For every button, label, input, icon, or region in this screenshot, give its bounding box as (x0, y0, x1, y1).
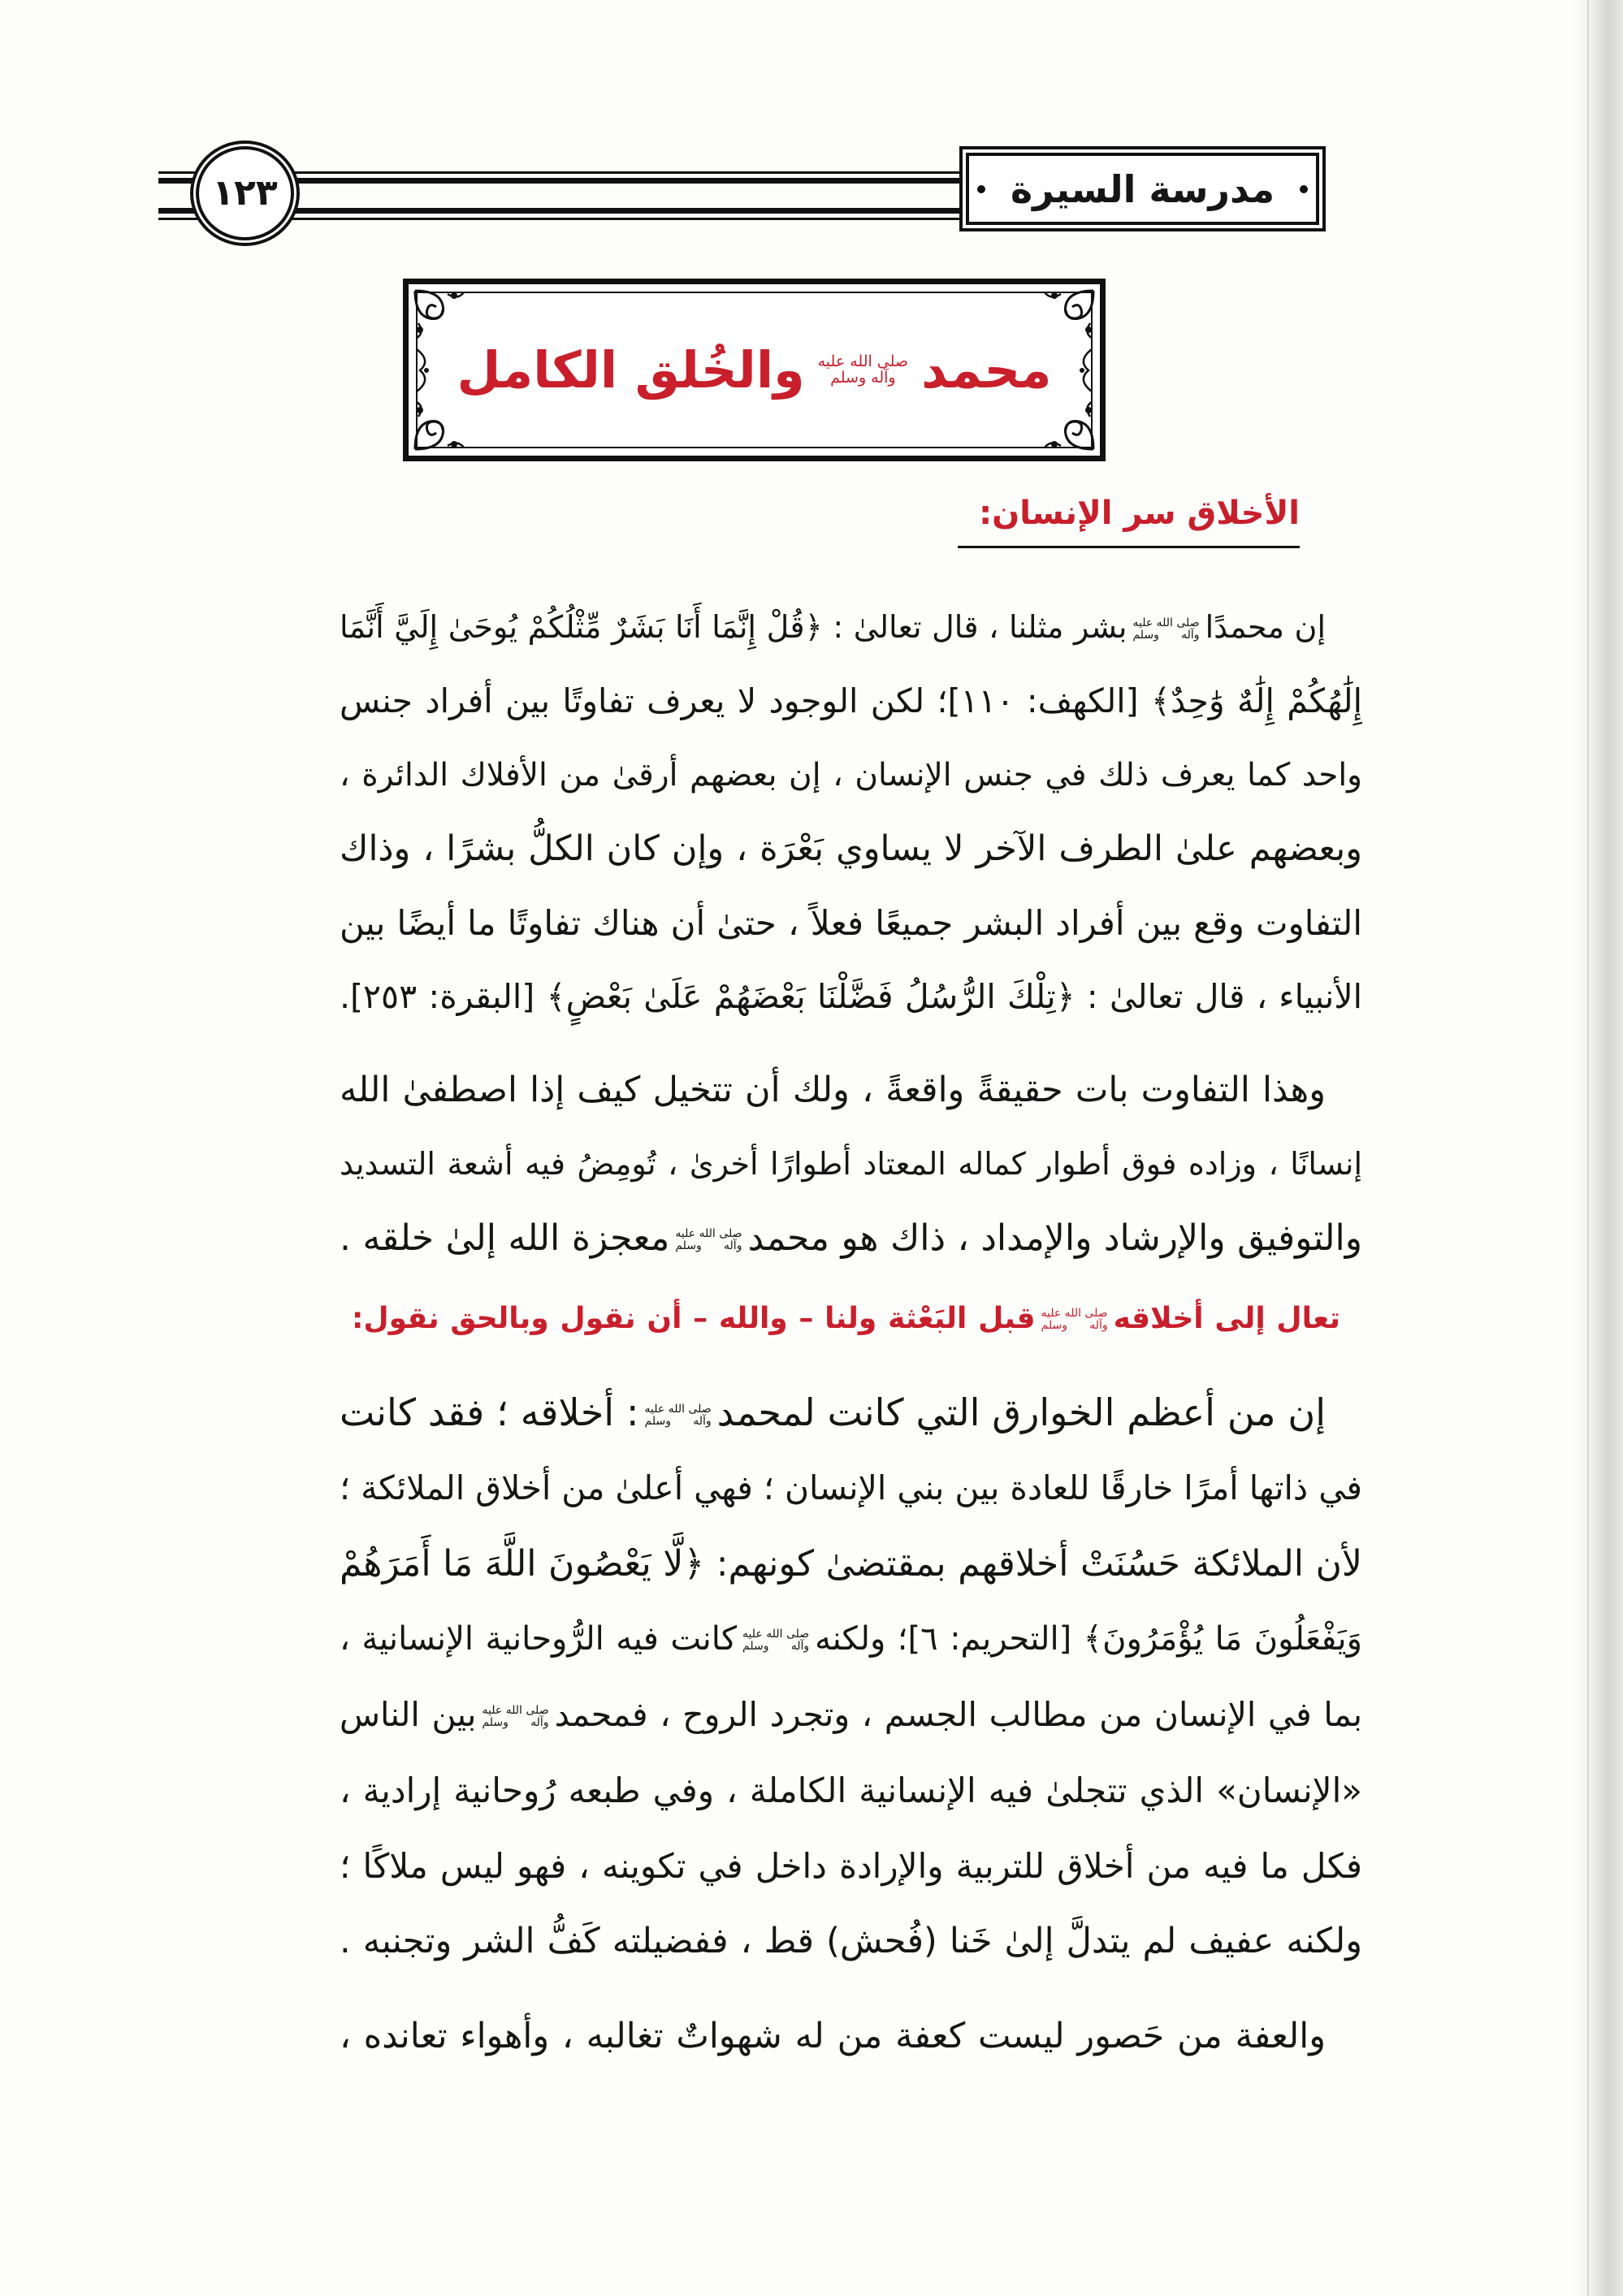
book-title: مدرسة السيرة (1010, 166, 1275, 211)
chapter-title-name: محمد (921, 339, 1052, 400)
honorific-top-text: صلى الله عليه (482, 1704, 549, 1718)
text-line (340, 1375, 1362, 1451)
text-line (340, 1677, 1362, 1753)
honorific-bottom-text: وآله وسلم (675, 1239, 742, 1252)
honorific-bottom-text: وآله وسلم (482, 1716, 549, 1729)
dot-ornament-icon (1300, 185, 1308, 193)
line-text: «الإنسان» الذي تتجلىٰ فيه الإنسانية الكاملة ، وفي طبعه رُوحانية إرادية ، (340, 1771, 1362, 1810)
honorific-top-text: صلى الله عليه (817, 352, 909, 370)
text-line (340, 1602, 1362, 1677)
text-line (340, 1053, 1362, 1127)
honorific-bottom-text: وآله وسلم (742, 1640, 810, 1653)
body-text (340, 590, 1362, 2074)
text-line (340, 738, 1362, 812)
text-line (340, 1127, 1362, 1201)
paragraph (340, 1375, 1362, 1979)
honorific-top-text: صلى الله عليه (644, 1402, 712, 1416)
honorific-mark (482, 1705, 548, 1728)
text-line (340, 1282, 1362, 1356)
chapter-title-rest: والخُلق الكامل (457, 339, 805, 400)
text-line (340, 1526, 1362, 1602)
line-text: واحد كما يعرف ذلك في جنس الإنسان ، إن بعضهم أرقىٰ من الأفلاك الدائرة ، (340, 757, 1362, 793)
paragraph (340, 590, 1362, 1034)
line-text: الأنبياء ، قال تعالىٰ : ﴿تِلْكَ الرُّسُلُ فَضَّلْنَا بَعْضَهُمْ عَلَىٰ بَعْضٍ﴾ [البقرة: ٢٥٣]. (340, 977, 1362, 1016)
honorific-top-text: صلى الله عليه (742, 1628, 810, 1641)
line-text: إنسانًا ، وزاده فوق أطوار كماله المعتاد أطوارًا أخرىٰ ، تُومِضُ فيه أشعة التسديد (340, 1146, 1362, 1182)
line-text: ولكنه عفيف لم يتدلَّ إلىٰ خَنا (فُحش) قط ، ففضيلته كَفُّ الشر وتجنبه . (340, 1921, 1362, 1961)
honorific-top-text: صلى الله عليه (1041, 1307, 1108, 1321)
running-header-box (959, 146, 1326, 231)
binding-shadow (1573, 0, 1623, 2296)
line-text: بشر مثلنا ، قال تعالىٰ : ﴿قُلْ إِنَّمَا أَنَا بَشَرٌ مِّثْلُكُمْ يُوحَىٰ إِلَيَّ أَنَّمَا (340, 609, 1127, 645)
honorific-top-text: صلى الله عليه (1132, 616, 1200, 629)
line-text: إن محمدًا (1205, 609, 1327, 645)
honorific-mark (675, 1228, 742, 1252)
text-line (340, 1828, 1362, 1904)
paragraph (340, 1999, 1362, 2074)
honorific-mark (742, 1628, 809, 1652)
line-text: التفاوت وقع بين أفراد البشر جميعًا فعلاً ، حتىٰ أن هناك تفاوتًا ما أيضًا بين (340, 903, 1362, 943)
page-fold-line (1587, 0, 1589, 2296)
line-text: وهذا التفاوت بات حقيقةً واقعةً ، ولك أن تتخيل كيف إذا اصطفىٰ الله (340, 1070, 1326, 1110)
line-text: فكل ما فيه من أخلاق للتربية والإرادة داخل في تكوينه ، فهو ليس ملاكًا ؛ (340, 1846, 1362, 1886)
line-text: تعال إلى أخلاقه (1113, 1302, 1340, 1335)
honorific-bottom-text: وآله وسلم (1041, 1319, 1108, 1332)
line-text: والعفة من حَصور ليست كعفة من له شهواتٌ تغالبه ، وأهواء تعانده ، (340, 2016, 1326, 2056)
text-line (340, 1999, 1362, 2074)
text-line (340, 590, 1362, 664)
honorific-bottom-text: وآله وسلم (1132, 628, 1200, 642)
page-number: ١٢٣ (190, 141, 300, 246)
chapter-title-box (403, 279, 1106, 461)
line-text: وبعضهم علىٰ الطرف الآخر لا يساوي بَعْرَة ، وإن كان الكلُّ بشرًا ، وذاك (340, 828, 1362, 869)
text-line (340, 886, 1362, 960)
line-text: إِلَٰهُكُمْ إِلَٰهٌ وَٰحِدٌ﴾ [الكهف: ١١٠]؛ لكن الوجود لا يعرف تفاوتًا بين أفراد جنس (340, 681, 1362, 720)
line-text: إن من أعظم الخوارق التي كانت لمحمد (716, 1390, 1326, 1434)
red-heading (340, 1282, 1362, 1356)
line-text: في ذاتها أمرًا خارقًا للعادة بين بني الإنسان ؛ فهي أعلىٰ من أخلاق الملائكة ؛ (340, 1468, 1362, 1507)
line-text: : أخلاقه ؛ فقد كانت (340, 1390, 639, 1434)
honorific-bottom-text: وآله وسلم (830, 368, 896, 387)
text-line (340, 664, 1362, 738)
honorific-mark (818, 354, 908, 387)
line-text: كانت فيه الرُّوحانية الإنسانية ، (340, 1620, 738, 1658)
text-line (340, 960, 1362, 1034)
line-text: بما في الإنسان من مطالب الجسم ، وتجرد الروح ، فمحمد (554, 1695, 1362, 1734)
text-line (340, 1451, 1362, 1526)
text-line (340, 1201, 1362, 1275)
honorific-top-text: صلى الله عليه (675, 1227, 742, 1241)
paragraph (340, 1053, 1362, 1275)
text-line (340, 812, 1362, 886)
line-text: معجزة الله إلىٰ خلقه . (340, 1217, 670, 1259)
honorific-mark (1041, 1308, 1108, 1331)
line-text: بين الناس (340, 1695, 477, 1734)
text-line (340, 1753, 1362, 1828)
section-subheading: الأخلاق سر الإنسان: (958, 491, 1300, 548)
text-line (340, 1904, 1362, 1979)
honorific-bottom-text: وآله وسلم (644, 1414, 712, 1428)
line-text: لأن الملائكة حَسُنَتْ أخلاقهم بمقتضىٰ كونهم: ﴿لَّا يَعْصُونَ اللَّهَ مَا أَمَرَهُمْ (340, 1543, 1362, 1585)
line-text: والتوفيق والإرشاد والإمداد ، ذاك هو محمد (747, 1217, 1362, 1259)
honorific-mark (645, 1403, 712, 1427)
line-text: وَيَفْعَلُونَ مَا يُؤْمَرُونَ﴾ [التحريم: ٦]؛ ولكنه (815, 1620, 1362, 1658)
honorific-mark (1132, 617, 1199, 641)
dot-ornament-icon (977, 185, 985, 193)
line-text: قبل البَعْثة ولنا – والله – أن نقول وبالحق نقول: (352, 1302, 1036, 1335)
chapter-title (409, 284, 1100, 456)
